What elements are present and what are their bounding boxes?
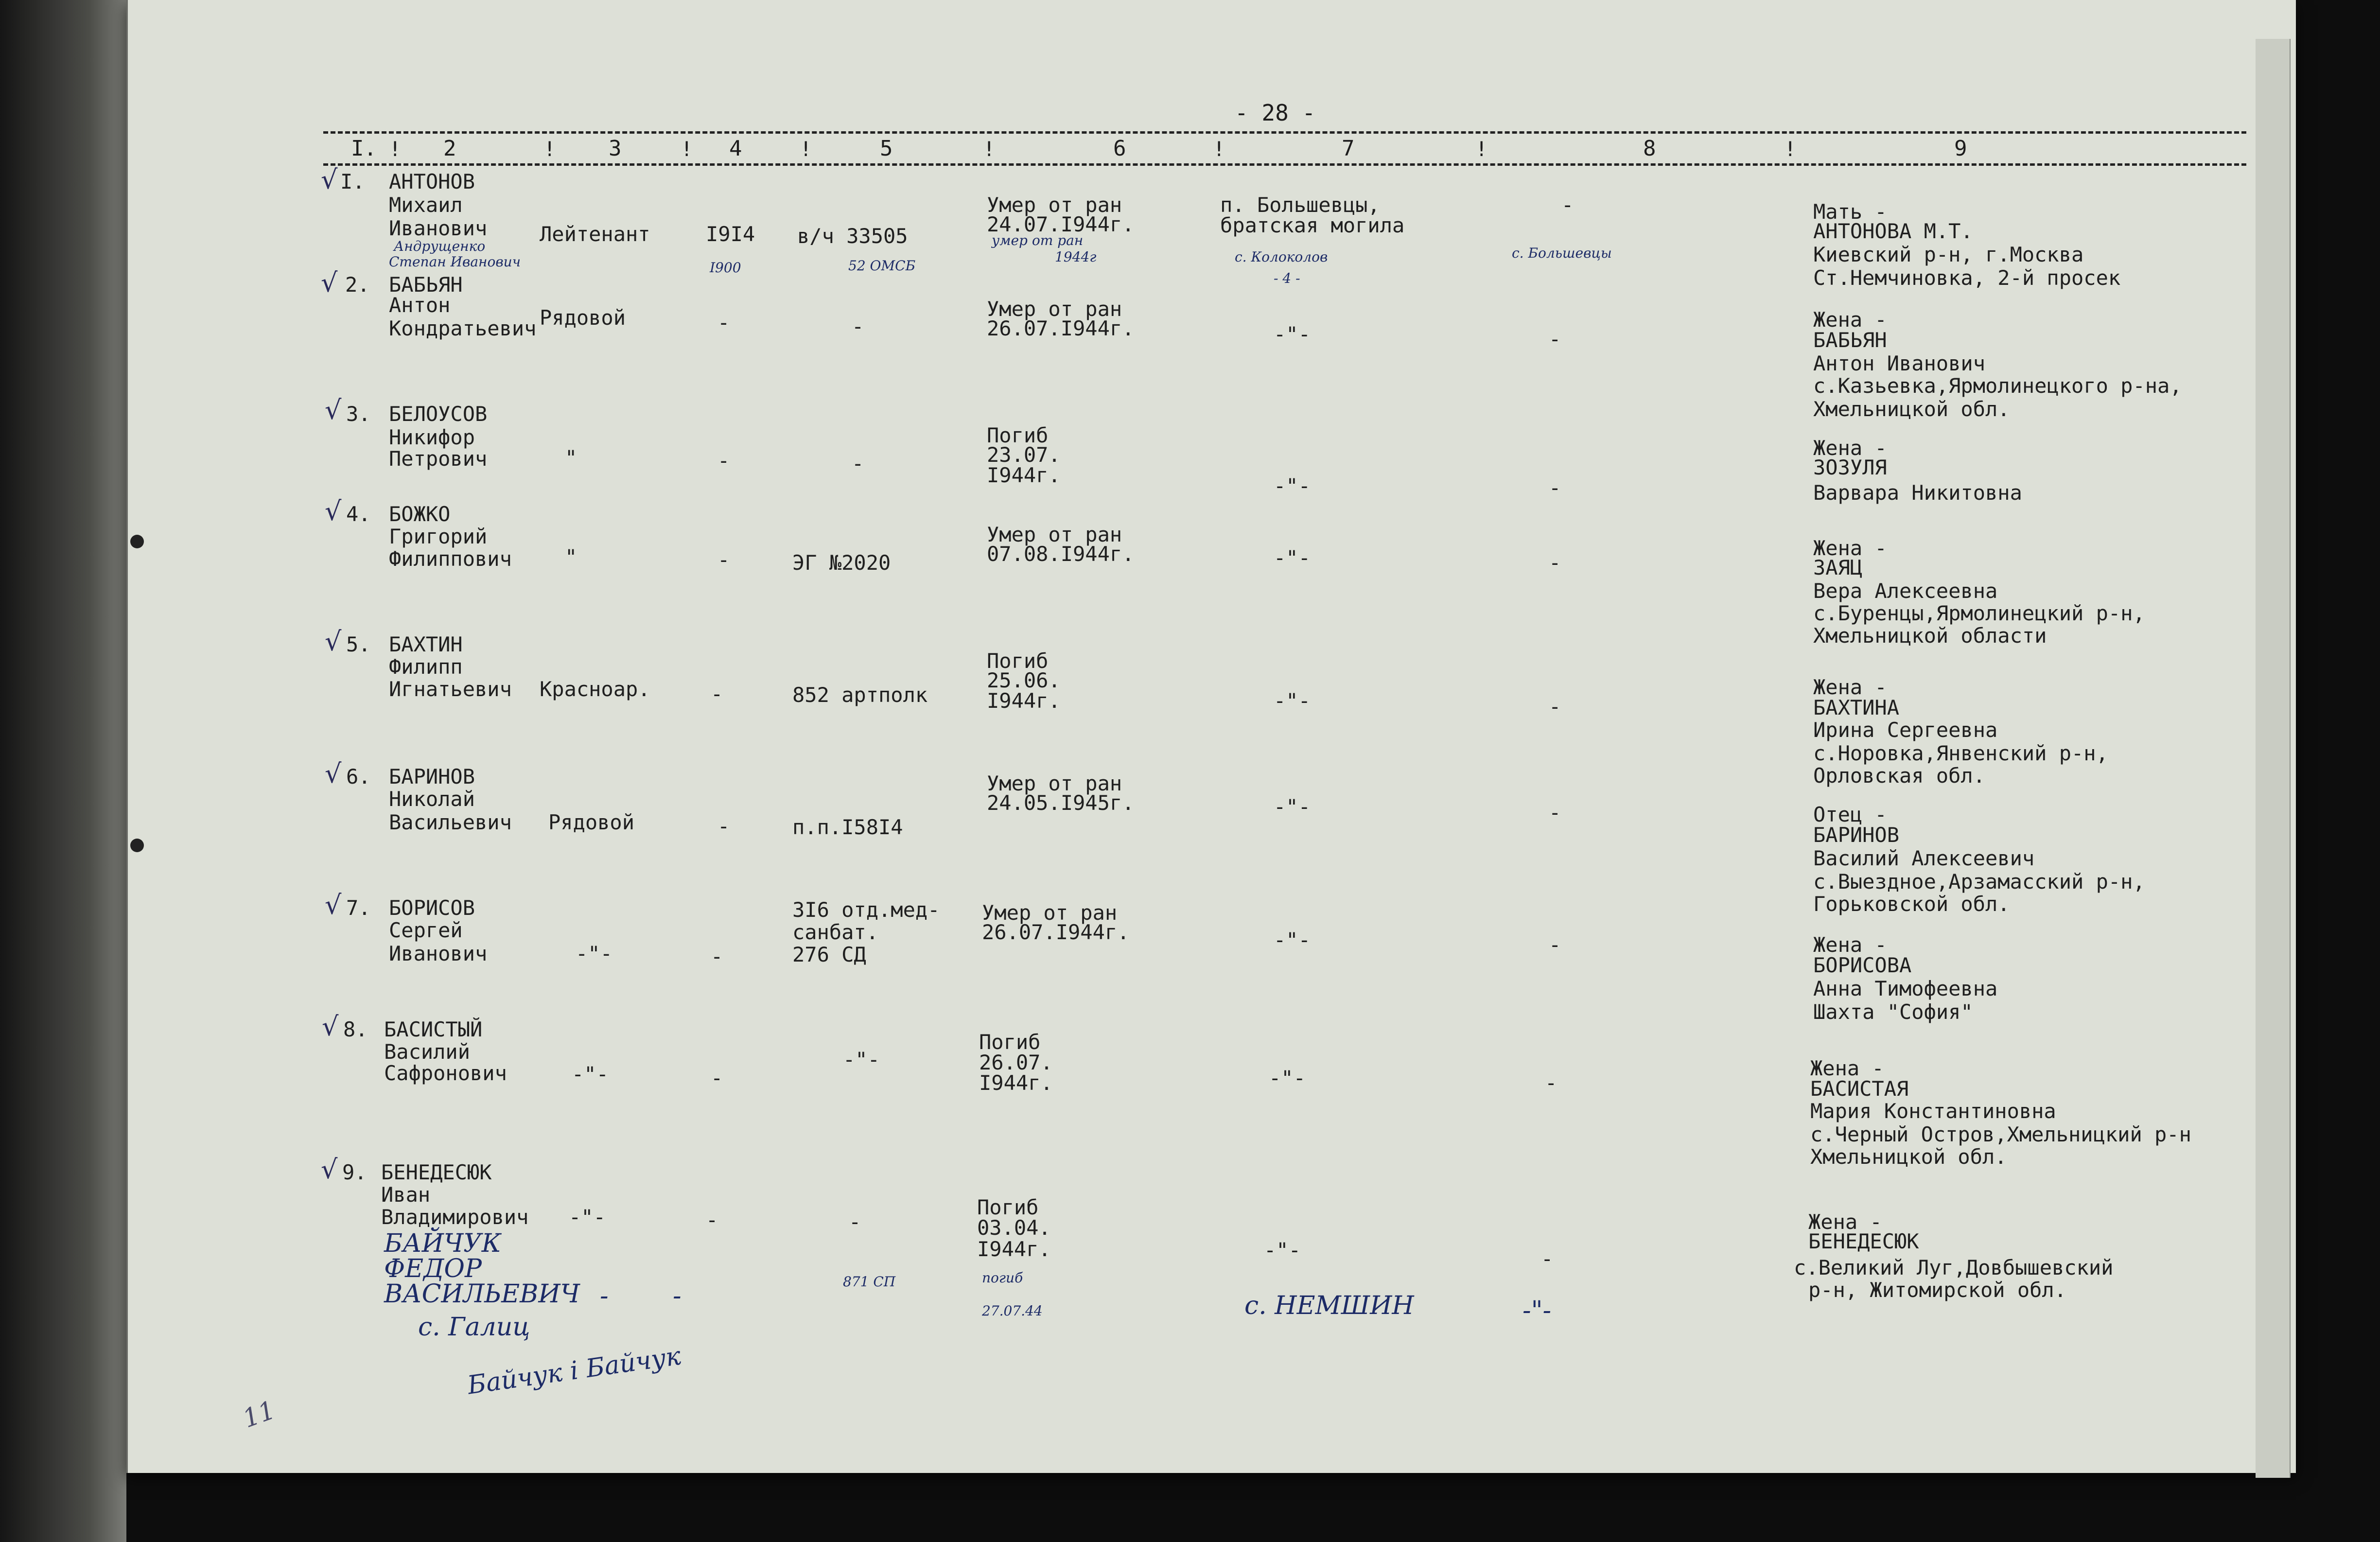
relative-line: Мария Константиновна bbox=[1810, 1099, 2056, 1123]
relative-line: Хмельницкой обл. bbox=[1810, 1145, 2007, 1169]
margin-mark: 11 bbox=[239, 1395, 280, 1434]
record-fate-date: 07.08.I944г. bbox=[987, 542, 1135, 566]
record-first-name: Григорий bbox=[389, 525, 488, 548]
relative-line: Жена - bbox=[1813, 308, 1887, 332]
relative-line: с.Казьевка,Ярмолинецкого р-на, bbox=[1813, 374, 2182, 398]
record-birth-year: I9I4 bbox=[706, 222, 755, 246]
relative-line: АНТОНОВА М.Т. bbox=[1813, 219, 1973, 243]
column-separator: ! bbox=[983, 137, 996, 161]
relative-line: с.Норовка,Янвенский р-н, bbox=[1813, 741, 2108, 765]
handwritten-note: с. Большевцы bbox=[1512, 245, 1612, 261]
record-fate-date: 24.07.I944г. bbox=[987, 212, 1135, 236]
column-header: 8 bbox=[1643, 136, 1656, 161]
record-birth-year: - bbox=[718, 311, 730, 334]
record-col8: - bbox=[1549, 551, 1561, 575]
relative-line: Жена - bbox=[1808, 1210, 1882, 1234]
relative-line: Киевский р-н, г.Москва bbox=[1813, 243, 2084, 266]
handwritten-note: с. Галиц bbox=[418, 1313, 530, 1342]
record-burial: -"- bbox=[1264, 1238, 1301, 1262]
handwritten-surname: БАЙЧУК bbox=[384, 1229, 501, 1258]
record-number: 4. bbox=[346, 502, 371, 526]
relative-line: Жена - bbox=[1813, 675, 1887, 699]
check-mark: √ bbox=[321, 164, 338, 195]
relative-line: р-н, Житомирской обл. bbox=[1808, 1278, 2067, 1302]
relative-line: с.Великий Луг,Довбышевский bbox=[1794, 1256, 2114, 1279]
relative-line: Горьковской обл. bbox=[1813, 892, 2010, 916]
handwritten-fate-date: 27.07.44 bbox=[982, 1303, 1043, 1319]
record-patronymic: Иванович bbox=[389, 216, 488, 240]
record-rank: Лейтенант bbox=[540, 222, 650, 246]
record-number: 8. bbox=[343, 1017, 368, 1041]
record-surname: БОРИСОВ bbox=[389, 896, 475, 920]
record-col8: - bbox=[1545, 1071, 1558, 1095]
record-number: 5. bbox=[346, 632, 371, 656]
record-fate-year: I944г. bbox=[977, 1237, 1051, 1261]
relative-line: Варвара Никитовна bbox=[1813, 481, 2022, 505]
record-unit: санбат. bbox=[792, 920, 879, 944]
record-birth-year: - bbox=[718, 548, 730, 572]
record-col8: - bbox=[1549, 695, 1561, 718]
handwritten-note: 52 ОМСБ bbox=[848, 258, 916, 274]
record-fate: Погиб bbox=[987, 649, 1049, 673]
binding-hole bbox=[130, 839, 144, 852]
relative-line: с.Буренцы,Ярмолинецкий р-н, bbox=[1813, 601, 2145, 625]
record-rank: -"- bbox=[569, 1205, 606, 1229]
record-birth-year: - bbox=[718, 814, 730, 838]
record-first-name: Антон bbox=[389, 293, 451, 317]
relative-line: Орловская обл. bbox=[1813, 764, 1986, 788]
record-burial: -"- bbox=[1274, 928, 1311, 952]
handwritten-burial: с. НЕМШИН bbox=[1244, 1291, 1414, 1320]
column-separator: ! bbox=[389, 137, 402, 161]
record-fate: Погиб bbox=[977, 1195, 1039, 1219]
record-unit: в/ч 33505 bbox=[797, 224, 908, 248]
relative-line: с.Выездное,Арзамасский р-н, bbox=[1813, 870, 2145, 894]
check-mark: √ bbox=[321, 1154, 338, 1185]
record-fate: Умер от ран bbox=[987, 297, 1122, 321]
relative-line: Ирина Сергеевна bbox=[1813, 718, 1998, 742]
check-mark: √ bbox=[321, 267, 338, 298]
handwritten-note: - 4 - bbox=[1274, 270, 1300, 286]
record-fate-year: I944г. bbox=[987, 689, 1061, 713]
column-header: 9 bbox=[1954, 136, 1967, 161]
record-number: 7. bbox=[346, 896, 371, 920]
record-col8: - bbox=[1549, 476, 1561, 500]
relative-line: Хмельницкой области bbox=[1813, 624, 2047, 648]
relative-line: ЗОЗУЛЯ bbox=[1813, 456, 1887, 479]
record-surname: БАСИСТЫЙ bbox=[384, 1017, 483, 1041]
handwritten-unit: 871 СП bbox=[843, 1274, 896, 1290]
page-stack-edge bbox=[2256, 39, 2291, 1478]
record-number: 2. bbox=[345, 273, 370, 297]
check-mark: √ bbox=[325, 626, 342, 657]
relative-line: БЕНЕДЕСЮК bbox=[1808, 1229, 1919, 1253]
relative-line: Жена - bbox=[1813, 536, 1887, 560]
handwritten-note: с. Колоколов bbox=[1235, 249, 1328, 265]
record-col8: - bbox=[1549, 327, 1561, 351]
handwritten-note: умер от ран bbox=[992, 232, 1084, 248]
record-first-name: Иван bbox=[381, 1183, 431, 1207]
column-header: 6 bbox=[1113, 136, 1126, 161]
handwritten-note: Андрущенко bbox=[394, 238, 486, 254]
check-mark: √ bbox=[325, 890, 342, 920]
record-patronymic: Кондратьевич bbox=[389, 316, 537, 340]
column-header: 4 bbox=[729, 136, 742, 161]
record-fate-date: 23.07. bbox=[987, 443, 1061, 467]
record-surname: БЕЛОУСОВ bbox=[389, 402, 488, 426]
record-first-name: Сергей bbox=[389, 918, 463, 942]
column-separator: ! bbox=[800, 137, 812, 161]
column-separator: ! bbox=[681, 137, 693, 161]
column-header: 3 bbox=[609, 136, 622, 161]
relative-line: БАСИСТАЯ bbox=[1810, 1077, 1909, 1101]
relative-line: Анна Тимофеевна bbox=[1813, 977, 1998, 1000]
record-rank: Рядовой bbox=[548, 810, 635, 834]
page-number: - 28 - bbox=[1235, 100, 1316, 126]
record-first-name: Михаил bbox=[389, 193, 463, 217]
record-fate: Умер от ран bbox=[987, 523, 1122, 546]
record-unit: - bbox=[852, 315, 864, 338]
record-fate: Погиб bbox=[987, 423, 1049, 447]
handwritten-note: Степан Иванович bbox=[389, 254, 521, 270]
relative-line: БАБЬЯН bbox=[1813, 328, 1887, 352]
record-fate-date: 25.06. bbox=[987, 668, 1061, 692]
record-fate-date: 03.04. bbox=[977, 1216, 1051, 1240]
column-header: 7 bbox=[1342, 136, 1355, 161]
record-rank: Рядовой bbox=[540, 306, 626, 330]
record-unit: п.п.I58I4 bbox=[792, 815, 903, 839]
record-birth-year: - bbox=[706, 1208, 718, 1232]
record-birth-year: - bbox=[718, 449, 730, 473]
record-fate-year: I944г. bbox=[979, 1071, 1053, 1095]
relative-line: Шахта "София" bbox=[1813, 1000, 1973, 1024]
record-birth-year: - bbox=[711, 682, 723, 706]
record-patronymic: Петрович bbox=[389, 447, 488, 471]
record-unit: ЭГ №2020 bbox=[792, 551, 891, 575]
relative-line: Василий Алексеевич bbox=[1813, 846, 2035, 870]
record-patronymic: Владимирович bbox=[381, 1205, 529, 1229]
record-burial: братская могила bbox=[1220, 213, 1405, 237]
record-number: 9. bbox=[342, 1160, 367, 1184]
relative-line: БАРИНОВ bbox=[1813, 823, 1900, 847]
record-surname: БАРИНОВ bbox=[389, 765, 475, 789]
record-fate-date: 24.05.I945г. bbox=[987, 791, 1135, 815]
record-fate: Погиб bbox=[979, 1030, 1041, 1054]
record-unit: 276 СД bbox=[792, 943, 866, 966]
record-fate: Умер от ран bbox=[987, 771, 1122, 795]
relative-line: БАХТИНА bbox=[1813, 696, 1900, 719]
relative-line: БОРИСОВА bbox=[1813, 953, 1912, 977]
record-burial: -"- bbox=[1274, 474, 1311, 498]
check-mark: √ bbox=[325, 496, 342, 526]
relative-line: Антон Иванович bbox=[1813, 351, 1986, 375]
column-header: 5 bbox=[880, 136, 893, 161]
record-patronymic: Сафронович bbox=[384, 1061, 507, 1085]
column-header: I. bbox=[351, 136, 377, 161]
record-patronymic: Иванович bbox=[389, 942, 488, 965]
check-mark: √ bbox=[325, 758, 342, 789]
binding-hole bbox=[130, 535, 144, 548]
handwritten-note: Байчук і Байчук bbox=[465, 1341, 683, 1401]
check-mark: √ bbox=[322, 1011, 339, 1042]
record-burial: -"- bbox=[1274, 689, 1311, 713]
record-unit: 3I6 отд.мед- bbox=[792, 898, 940, 922]
record-first-name: Николай bbox=[389, 787, 475, 811]
handwritten-rank: - bbox=[600, 1281, 609, 1311]
record-rank: -"- bbox=[576, 942, 612, 965]
record-unit: - bbox=[852, 452, 864, 475]
record-col8: - bbox=[1549, 933, 1561, 957]
relative-line: Отец - bbox=[1813, 803, 1887, 826]
column-separator: ! bbox=[1784, 137, 1797, 161]
handwritten-first-name: ФЕДОР bbox=[384, 1254, 482, 1283]
relative-line: Жена - bbox=[1810, 1056, 1884, 1080]
record-surname: БЕНЕДЕСЮК bbox=[381, 1160, 492, 1184]
record-rank: " bbox=[565, 446, 578, 470]
relative-line: Жена - bbox=[1813, 436, 1887, 460]
handwritten-fate: погиб bbox=[982, 1270, 1023, 1286]
relative-line: Жена - bbox=[1813, 933, 1887, 957]
record-surname: АНТОНОВ bbox=[389, 170, 475, 193]
column-separator: ! bbox=[1475, 137, 1488, 161]
record-burial: -"- bbox=[1269, 1066, 1306, 1090]
relative-line: Вера Алексеевна bbox=[1813, 579, 1998, 603]
check-mark: √ bbox=[325, 395, 342, 425]
record-rank: -"- bbox=[572, 1062, 609, 1086]
record-rank: Красноар. bbox=[540, 677, 650, 701]
header-rule-bottom bbox=[323, 163, 2246, 166]
record-birth-year: - bbox=[711, 945, 723, 968]
record-unit: 852 артполк bbox=[792, 683, 928, 707]
record-first-name: Филипп bbox=[389, 655, 463, 679]
record-fate-year: I944г. bbox=[987, 463, 1061, 487]
relative-line: с.Черный Остров,Хмельницкий р-н bbox=[1810, 1122, 2191, 1146]
handwritten-year: - bbox=[673, 1281, 682, 1311]
record-unit: - bbox=[849, 1210, 861, 1234]
record-patronymic: Филиппович bbox=[389, 547, 512, 571]
relative-line: ЗАЯЦ bbox=[1813, 556, 1863, 579]
handwritten-patronymic: ВАСИЛЬЕВИЧ bbox=[384, 1279, 580, 1309]
record-number: 3. bbox=[346, 402, 371, 426]
record-first-name: Никифор bbox=[389, 425, 475, 449]
column-separator: ! bbox=[543, 137, 556, 161]
record-col8: - bbox=[1541, 1247, 1554, 1271]
record-fate-date: 26.07.I944г. bbox=[987, 316, 1135, 340]
binder-edge bbox=[0, 0, 126, 1542]
record-number: 6. bbox=[346, 765, 371, 789]
header-rule-top bbox=[323, 131, 2246, 134]
record-fate: Умер от ран bbox=[987, 193, 1122, 217]
record-fate-date: 26.07.I944г. bbox=[982, 920, 1130, 944]
record-fate-date: 26.07. bbox=[979, 1051, 1053, 1074]
record-surname: БАХТИН bbox=[389, 632, 463, 656]
record-burial: -"- bbox=[1274, 546, 1311, 570]
relative-line: Хмельницкой обл. bbox=[1813, 397, 2010, 421]
record-surname: БАБЬЯН bbox=[389, 273, 463, 297]
record-burial: -"- bbox=[1274, 795, 1311, 819]
handwritten-note: 1944г bbox=[1055, 249, 1097, 265]
record-number: I. bbox=[340, 170, 365, 193]
record-fate: Умер от ран bbox=[982, 901, 1118, 925]
column-header: 2 bbox=[443, 136, 456, 161]
record-unit: -"- bbox=[843, 1048, 880, 1071]
record-surname: БОЖКО bbox=[389, 502, 451, 526]
record-col8: - bbox=[1549, 801, 1561, 824]
record-burial: -"- bbox=[1274, 322, 1311, 346]
handwritten-note: I900 bbox=[710, 260, 741, 276]
column-separator: ! bbox=[1213, 137, 1225, 161]
relative-line: Ст.Немчиновка, 2-й просек bbox=[1813, 266, 2121, 290]
record-first-name: Василий bbox=[384, 1040, 471, 1064]
record-patronymic: Игнатьевич bbox=[389, 677, 512, 701]
record-burial: п. Большевцы, bbox=[1220, 193, 1380, 217]
record-patronymic: Васильевич bbox=[389, 810, 512, 834]
record-col8: - bbox=[1561, 193, 1574, 217]
record-rank: " bbox=[565, 545, 578, 569]
handwritten-col8: -"- bbox=[1522, 1296, 1552, 1325]
record-birth-year: - bbox=[711, 1066, 723, 1090]
relative-line: Мать - bbox=[1813, 200, 1887, 224]
